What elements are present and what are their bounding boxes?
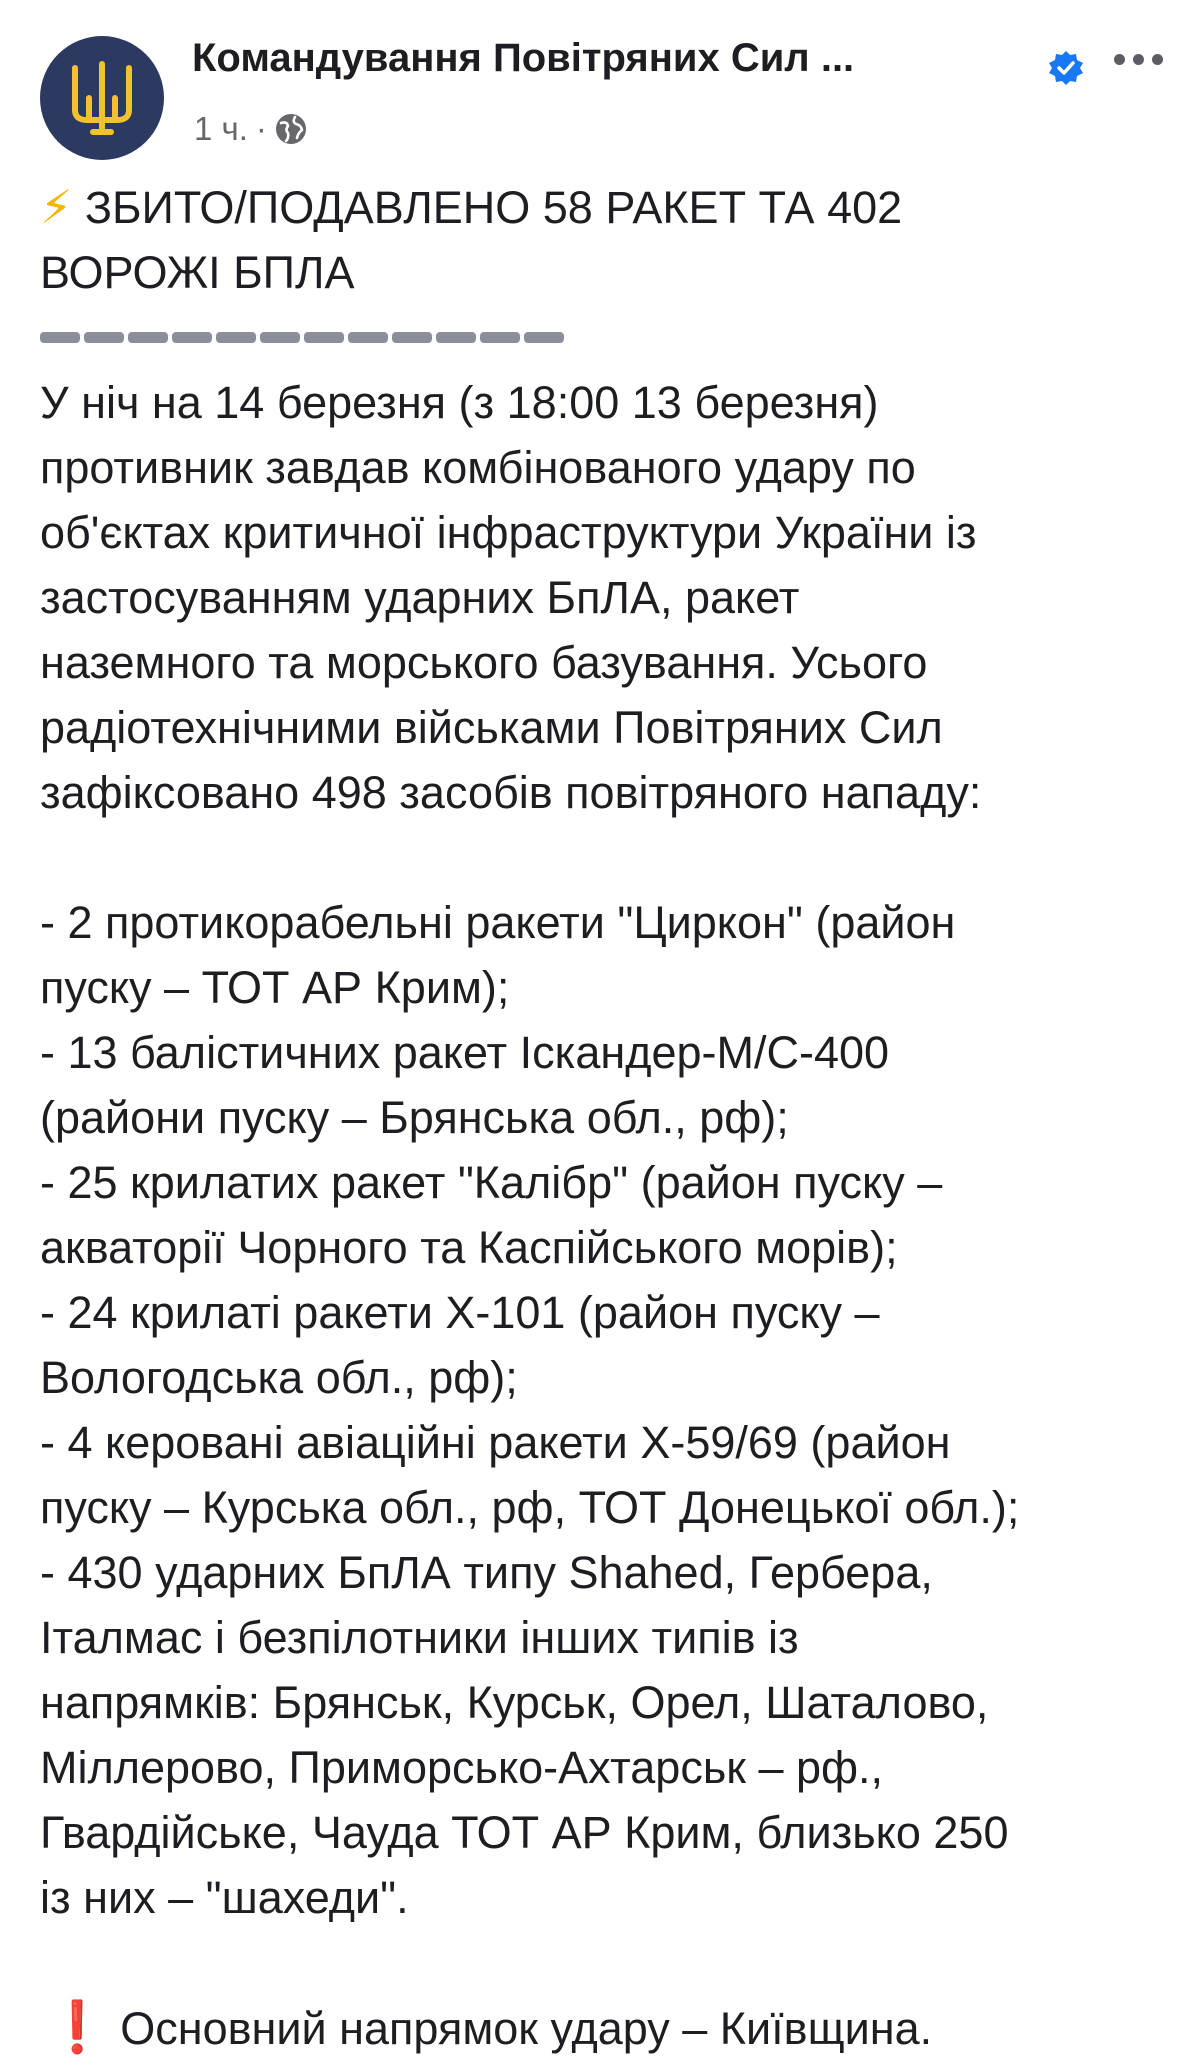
list-item: (райони пуску – Брянська обл., рф); [40,1092,789,1143]
list-item: - 4 керовані авіаційні ракети Х-59/69 (район [40,1417,951,1468]
paragraph-line: об'єктах критичної інфраструктури України із [40,507,977,558]
paragraph-line: У ніч на 14 березня (з 18:00 13 березня) [40,377,879,428]
list-item: - 2 протикорабельні ракети "Циркон" (район [40,897,956,948]
meta-separator: · [255,110,267,147]
globe-icon [275,113,307,145]
list-item: Італмас і безпілотники інших типів із [40,1612,799,1663]
paragraph-line: противник завдав комбінованого удару по [40,442,916,493]
spacer [40,1930,1180,1995]
separator-line [40,305,1180,370]
list-item: Гвардійське, Чауда ТОТ АР Крим, близько 250 [40,1807,1009,1858]
post-header [40,22,1170,152]
list-item: пуску – ТОТ АР Крим); [40,962,510,1013]
lightning-icon: ⚡ [40,181,73,233]
list-item: Вологодська обл., рф); [40,1352,518,1403]
list-item: пуску – Курська обл., рф, ТОТ Донецької обл.); [40,1482,1020,1533]
paragraph-line: радіотехнічними військами Повітряних Сил [40,702,943,753]
paragraph-line: зафіксовано 498 засобів повітряного нападу: [40,767,982,818]
paragraph-line: наземного та морського базування. Усього [40,637,928,688]
list-item: із них – "шахеди". [40,1872,409,1923]
paragraph-line: застосуванням ударних БпЛА, ракет [40,572,800,623]
list-item: Міллерово, Приморсько-Ахтарськ – рф., [40,1742,884,1793]
page-name[interactable]: Командування Повітряних Сил ... [192,36,855,80]
post-body [40,175,1180,2060]
list-item: акваторії Чорного та Каспійського морів); [40,1222,898,1273]
footer-line: ❗ Основний напрямок удару – Київщина. [40,1995,1180,2060]
list-item: - 24 крилаті ракети Х-101 (район пуску – [40,1287,880,1338]
trident-logo-icon [67,58,137,138]
post-time[interactable]: 1 ч. [194,110,248,147]
list-item: - 430 ударних БпЛА типу Shahed, Гербера, [40,1547,933,1598]
spacer [40,825,1180,890]
headline-cont: ВОРОЖІ БПЛА [40,247,355,298]
post-meta [194,110,307,148]
exclamation-icon: ❗ [46,1999,109,2055]
list-item: - 25 крилатих ракет "Калібр" (район пуску – [40,1157,943,1208]
list-item: напрямків: Брянськ, Курськ, Орел, Шаталово, [40,1677,989,1728]
more-options-icon[interactable] [1110,42,1180,78]
verified-badge-icon [1048,50,1084,86]
list-item: - 13 балістичних ракет Іскандер-М/С-400 [40,1027,890,1078]
headline: ⚡ ЗБИТО/ПОДАВЛЕНО 58 РАКЕТ ТА 402 [40,181,903,233]
page-avatar[interactable] [40,36,164,160]
